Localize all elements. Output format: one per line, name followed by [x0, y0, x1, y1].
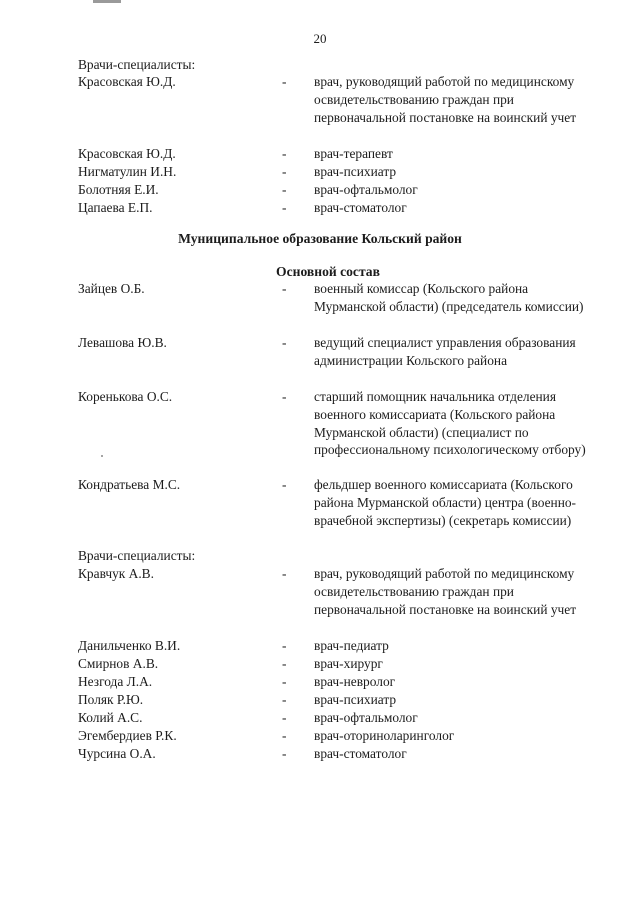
- section-subtitle: Основной состав: [276, 264, 380, 279]
- member-role: врач-терапевт: [314, 146, 393, 161]
- member-name: Нигматулин И.Н.: [78, 164, 177, 179]
- member-entry: [78, 709, 598, 727]
- member-role: врач-хирург: [314, 656, 383, 671]
- member-entry: [78, 199, 598, 217]
- member-entry: [78, 388, 598, 459]
- member-entry: [78, 637, 598, 655]
- member-role: старший помощник начальника отделения военного комиссариата (Кольского района Мурманской области) (специалист по профессиональному психологическому отбору): [314, 389, 586, 458]
- member-name: Коренькова О.С.: [78, 389, 173, 404]
- member-name: Смирнов А.В.: [78, 656, 159, 671]
- member-role: врач-педиатр: [314, 638, 389, 653]
- member-entry: [78, 334, 598, 370]
- member-role: врач-стоматолог: [314, 200, 407, 215]
- member-entry: [78, 476, 598, 529]
- member-entry: [78, 727, 598, 745]
- member-name: Колий А.С.: [78, 710, 143, 725]
- scan-mark: [93, 0, 121, 3]
- member-name: Красовская Ю.Д.: [78, 74, 176, 89]
- member-entry: [78, 280, 598, 316]
- member-role: врач, руководящий работой по медицинскому освидетельствованию граждан при первоначальной постановке на воинский учет: [314, 74, 577, 125]
- member-name: Кондратьева М.С.: [78, 477, 181, 492]
- specialists-label: Врачи-специалисты:: [78, 57, 196, 72]
- member-dash: -: [282, 638, 287, 653]
- member-name: Левашова Ю.В.: [78, 335, 167, 350]
- member-dash: -: [282, 710, 287, 725]
- member-entry: [78, 565, 598, 618]
- specialists-label: Врачи-специалисты:: [78, 548, 196, 563]
- member-role: врач, руководящий работой по медицинскому освидетельствованию граждан при первоначальной постановке на воинский учет: [314, 566, 577, 617]
- member-entry: [78, 145, 598, 163]
- member-role: врач-офтальмолог: [314, 710, 418, 725]
- section-title: Муниципальное образование Кольский район: [178, 231, 462, 246]
- member-dash: -: [282, 477, 287, 492]
- member-role: военный комиссар (Кольского района Мурманской области) (председатель комиссии): [314, 281, 584, 314]
- member-role: врач-оториноларинголог: [314, 728, 455, 743]
- member-name: Кравчук А.В.: [78, 566, 154, 581]
- member-role: врач-невролог: [314, 674, 396, 689]
- member-dash: -: [282, 656, 287, 671]
- member-dash: -: [282, 728, 287, 743]
- member-name: Болотняя Е.И.: [78, 182, 159, 197]
- page-number: 20: [313, 31, 327, 46]
- member-role: врач-стоматолог: [314, 746, 407, 761]
- member-name: Поляк Р.Ю.: [78, 692, 144, 707]
- member-name: Чурсина О.А.: [78, 746, 156, 761]
- member-dash: -: [282, 182, 287, 197]
- member-dash: -: [282, 164, 287, 179]
- member-name: Зайцев О.Б.: [78, 281, 145, 296]
- member-entry: [78, 673, 598, 691]
- member-role: ведущий специалист управления образования администрации Кольского района: [314, 335, 576, 368]
- member-entry: [78, 181, 598, 199]
- member-entry: [78, 691, 598, 709]
- member-name: Красовская Ю.Д.: [78, 146, 176, 161]
- member-dash: -: [282, 200, 287, 215]
- member-entry: [78, 163, 598, 181]
- member-dash: -: [282, 335, 287, 350]
- member-dash: -: [282, 674, 287, 689]
- member-name: Данильченко В.И.: [78, 638, 181, 653]
- member-dash: -: [282, 146, 287, 161]
- member-role: врач-психиатр: [314, 692, 397, 707]
- member-dash: -: [282, 746, 287, 761]
- member-entry: [78, 745, 598, 763]
- member-dash: -: [282, 281, 287, 296]
- member-name: Эгембердиев Р.К.: [78, 728, 177, 743]
- member-dash: -: [282, 692, 287, 707]
- member-entry: [78, 73, 598, 126]
- member-role: врач-психиатр: [314, 164, 397, 179]
- member-name: Цапаева Е.П.: [78, 200, 153, 215]
- member-dash: -: [282, 74, 287, 89]
- member-role: врач-офтальмолог: [314, 182, 418, 197]
- member-entry: [78, 655, 598, 673]
- scan-speck: [101, 455, 103, 457]
- member-role: фельдшер военного комиссариата (Кольского района Мурманской области) центра (военно-врачебной экспертизы) (секретарь комиссии): [314, 477, 577, 528]
- member-name: Незгода Л.А.: [78, 674, 153, 689]
- member-dash: -: [282, 389, 287, 404]
- member-dash: -: [282, 566, 287, 581]
